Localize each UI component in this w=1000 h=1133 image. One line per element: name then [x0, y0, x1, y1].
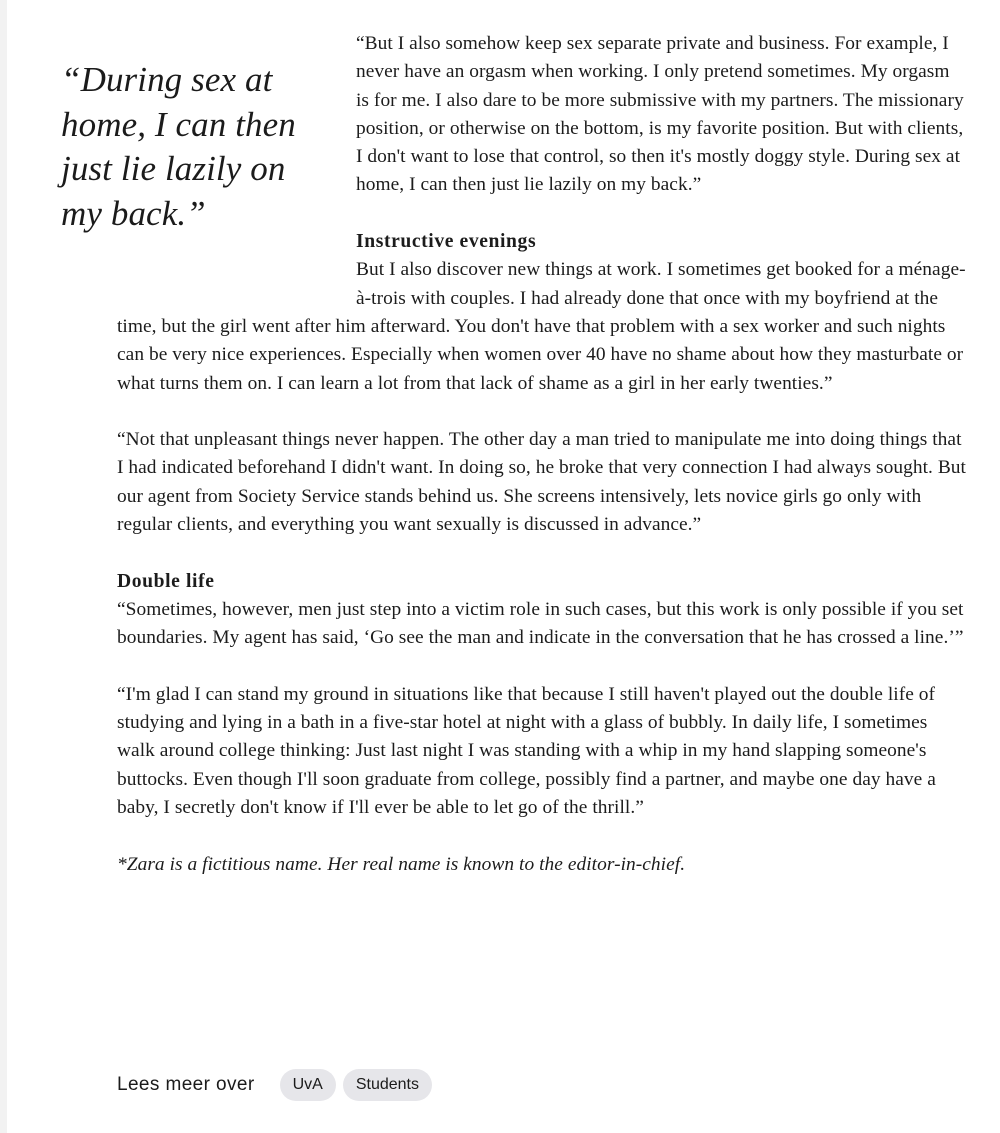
left-rail [0, 0, 7, 1133]
paragraph-private-business: “But I also somehow keep sex separate private and business. For example, I never have an orgasm when working. I only pretend sometimes. My orgasm is for me. I also dare to be more submissive with my partners. The missionary position, or otherwise on the bottom, is my favorite position. But with clients, I don't want to lose that control, so then it's mostly doggy style. During sex at home, I can then just lie lazily on my back.” [356, 33, 964, 196]
paragraph-unpleasant-things: “Not that unpleasant things never happen. The other day a man tried to manipulate me into doing things that I had indicated beforehand I didn't want. In doing so, he broke that very connection I had always sought. But our agent from Society Service stands behind us. She screens intensively, lets novice girls go only with regular clients, and everything you want sexually is discussed in advance.” [117, 429, 966, 536]
pull-quote-spacer [117, 256, 356, 313]
paragraph-victim-role: “Sometimes, however, men just step into a victim role in such cases, but this work is only possible if you set boundaries. My agent has said, ‘Go see the man and indicate in the conversation that he has crossed a line.’” [117, 598, 964, 649]
paragraph-stand-my-ground: “I'm glad I can stand my ground in situations like that because I still haven't played out the double life of studying and lying in a bath in a five-star hotel at night with a glass of bubbly. In daily life, I sometimes walk around college thinking: Just last night I was standing with a whip in my hand slapping someone's buttocks. Even though I'll soon graduate from college, possibly find a partner, and maybe one day have a baby, I secretly don't know if I'll ever be able to let go of the thrill.” [117, 683, 936, 819]
read-more-tags [117, 1068, 439, 1102]
tag-uva[interactable]: UvA [280, 1069, 336, 1101]
article-body [117, 30, 967, 907]
footnote: *Zara is a fictitious name. Her real name is known to the editor-in-chief. [117, 853, 686, 875]
pull-quote: “During sex at home, I can then just lie lazily on my back.” [61, 60, 296, 233]
subheading-double-life: Double life [117, 570, 215, 592]
subheading-instructive-evenings: Instructive evenings [356, 231, 537, 253]
tag-students[interactable]: Students [343, 1069, 432, 1101]
read-more-label: Lees meer over [117, 1074, 255, 1095]
paragraph-new-things-at-work: But I also discover new things at work. I sometimes get booked for a ménage-à-trois with couples. I had already done that once with my boyfriend at the time, but the girl went after him afterward. You don't have that problem with a sex worker and such nights can be very nice experiences. Especially when women over 40 have no shame about how they masturbate or what turns them on. I can learn a lot from that lack of shame as a girl in her early twenties.” [117, 259, 966, 394]
